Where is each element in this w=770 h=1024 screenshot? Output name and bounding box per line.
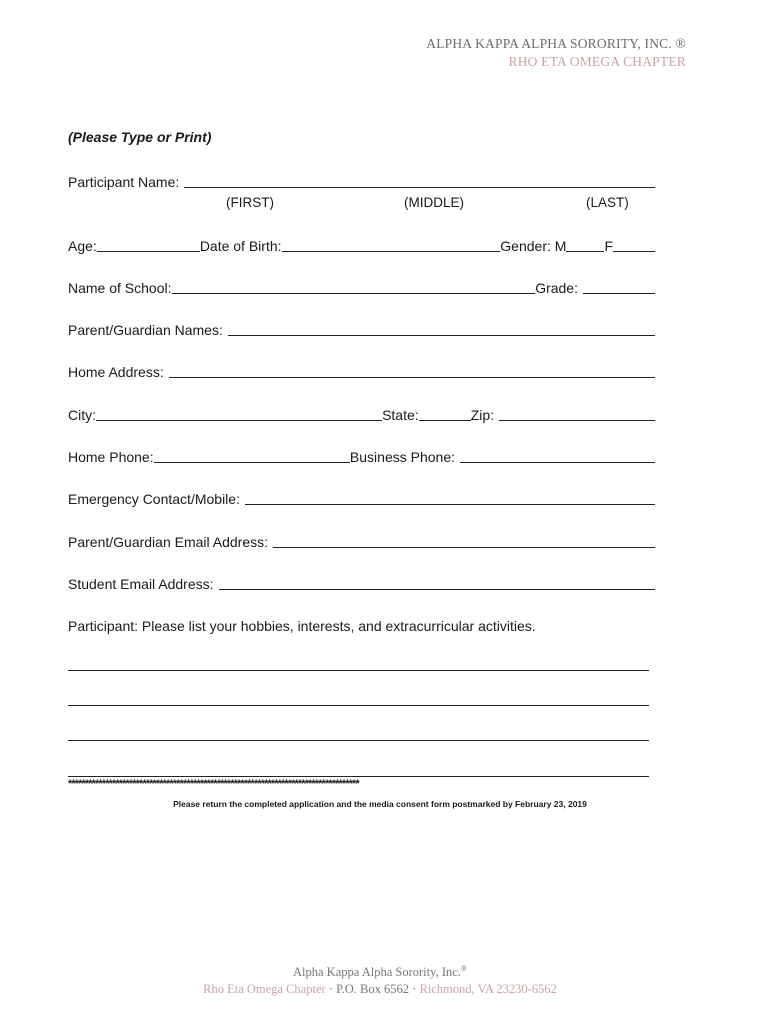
city-label: City: (68, 407, 96, 423)
home-phone-field[interactable] (154, 448, 350, 463)
home-phone-label: Home Phone: (68, 449, 154, 465)
gender-f-field[interactable] (613, 237, 655, 252)
business-phone-label: Business Phone: (349, 449, 455, 465)
first-name-caption: (FIRST) (226, 195, 274, 210)
emergency-row (68, 489, 655, 507)
hobbies-prompt: Participant: Please list your hobbies, interests, and extracurricular activities. (68, 618, 536, 634)
city-state-zip-row (68, 405, 655, 423)
age-label: Age: (68, 238, 97, 254)
gender-m-field[interactable] (566, 237, 604, 252)
hobbies-line-1[interactable] (68, 670, 649, 671)
footer-org (0, 964, 760, 980)
guardian-names-row (68, 320, 655, 338)
dob-field[interactable] (282, 237, 501, 252)
hobbies-line-4[interactable] (68, 776, 649, 777)
footer-city: Richmond, VA 23230-6562 (419, 982, 557, 996)
age-dob-gender-row (68, 236, 655, 254)
guardian-email-field[interactable] (273, 533, 655, 548)
zip-field[interactable] (499, 406, 655, 421)
emergency-label: Emergency Contact/Mobile: (68, 491, 240, 507)
home-address-label: Home Address: (68, 364, 164, 380)
form-instruction: (Please Type or Print) (68, 129, 212, 145)
footer-address (0, 982, 760, 997)
guardian-email-label: Parent/Guardian Email Address: (68, 534, 268, 550)
emergency-field[interactable] (245, 490, 655, 505)
footer-org-name: Alpha Kappa Alpha Sorority, Inc. (293, 965, 461, 980)
hobbies-line-2[interactable] (68, 705, 649, 706)
grade-label: Grade: (535, 280, 578, 296)
footer-separator-1: · (325, 982, 337, 996)
participant-name-field[interactable] (184, 173, 655, 188)
last-name-caption: (LAST) (586, 195, 629, 210)
gender-f-label: F (604, 238, 613, 254)
home-address-row (68, 362, 655, 380)
footer-separator-2: · (409, 982, 420, 996)
home-address-field[interactable] (169, 363, 655, 378)
zip-label: Zip: (470, 407, 494, 423)
city-field[interactable] (96, 406, 382, 421)
chapter-header: RHO ETA OMEGA CHAPTER (508, 54, 686, 69)
hobbies-row (68, 616, 655, 634)
guardian-names-label: Parent/Guardian Names: (68, 322, 223, 338)
asterisk-separator: ************************************************************************************** (68, 778, 359, 790)
footer-registered-mark: ® (460, 964, 467, 973)
school-label: Name of School: (68, 280, 172, 296)
dob-label: Date of Birth: (199, 238, 282, 254)
business-phone-field[interactable] (460, 448, 655, 463)
guardian-email-row (68, 532, 655, 550)
phone-row (68, 447, 655, 465)
org-header: ALPHA KAPPA ALPHA SORORITY, INC. ® (426, 36, 686, 51)
grade-field[interactable] (583, 279, 655, 294)
state-field[interactable] (419, 406, 471, 421)
participant-name-label: Participant Name: (68, 174, 180, 190)
school-field[interactable] (172, 279, 536, 294)
footer-po-box: P.O. Box 6562 (336, 982, 410, 996)
student-email-field[interactable] (219, 575, 655, 590)
student-email-row (68, 574, 655, 592)
gender-label: Gender: M (500, 238, 567, 254)
return-instructions: Please return the completed application and the media consent form postmarked by February 23, 2019 (173, 799, 587, 809)
student-email-label: Student Email Address: (68, 576, 214, 592)
state-label: State: (382, 407, 419, 423)
age-field[interactable] (97, 237, 200, 252)
middle-name-caption: (MIDDLE) (404, 195, 464, 210)
participant-name-row (68, 172, 655, 190)
guardian-names-field[interactable] (228, 321, 655, 336)
footer-chapter: Rho Eta Omega Chapter (203, 982, 326, 996)
hobbies-line-3[interactable] (68, 740, 649, 741)
school-grade-row (68, 278, 655, 296)
